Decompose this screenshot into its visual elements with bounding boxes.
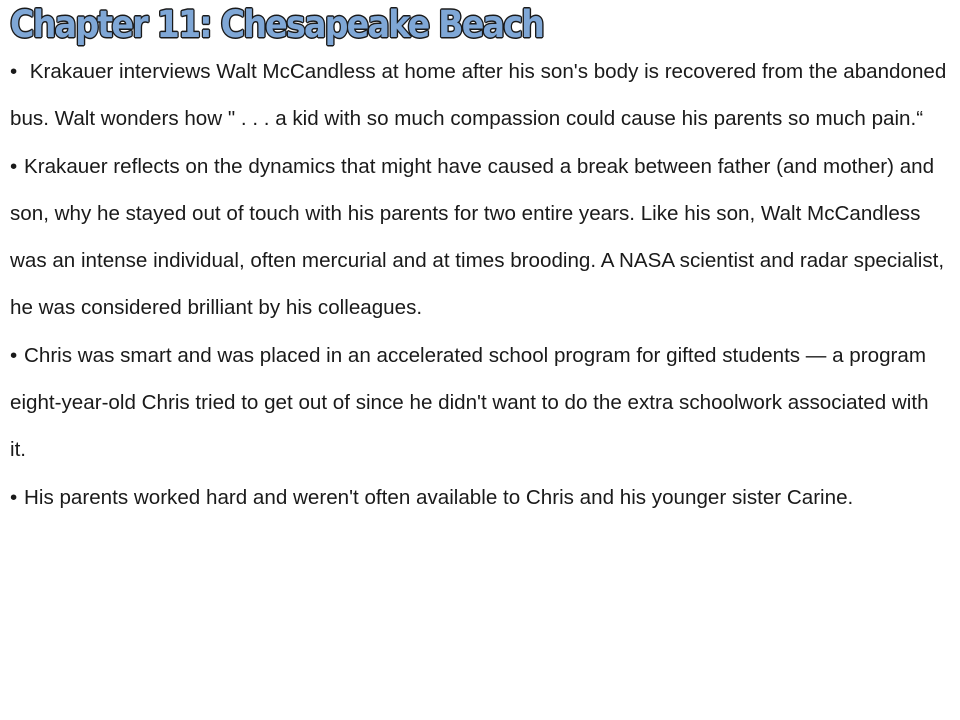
bullet-icon: •: [10, 485, 18, 509]
bullet-text: Krakauer reflects on the dynamics that might have caused a break between father (and mother) and son, why he stayed out of touch with his parents for two entire years. Like his son, Walt McCandless was an intense individual, often mercurial and at times brooding. A NASA scientist and radar specialist, he was considered brilliant by his colleagues.: [10, 154, 945, 320]
bullet-item: [10, 48, 950, 143]
bullet-item: [10, 143, 950, 332]
bullet-text: Chris was smart and was placed in an accelerated school program for gifted students — a program eight-year-old Chris tried to get out of since he didn't want to do the extra schoolwork associated with it.: [10, 343, 929, 462]
bullet-icon: •: [10, 343, 18, 367]
bullet-text: His parents worked hard and weren't often available to Chris and his younger sister Carine.: [24, 485, 854, 509]
bullet-icon: •: [10, 60, 18, 83]
slide-title: Chapter 11: Chesapeake Beach: [10, 3, 544, 46]
bullet-item: [10, 332, 950, 474]
bullet-text: Krakauer interviews Walt McCandless at home after his son's body is recovered from the abandoned bus. Walt wonders how " . . . a kid with so much compassion could cause his parents so much pain.“: [10, 60, 947, 131]
bullet-icon: •: [10, 154, 18, 178]
bullet-item: [10, 474, 950, 521]
bullet-list: [10, 48, 950, 521]
